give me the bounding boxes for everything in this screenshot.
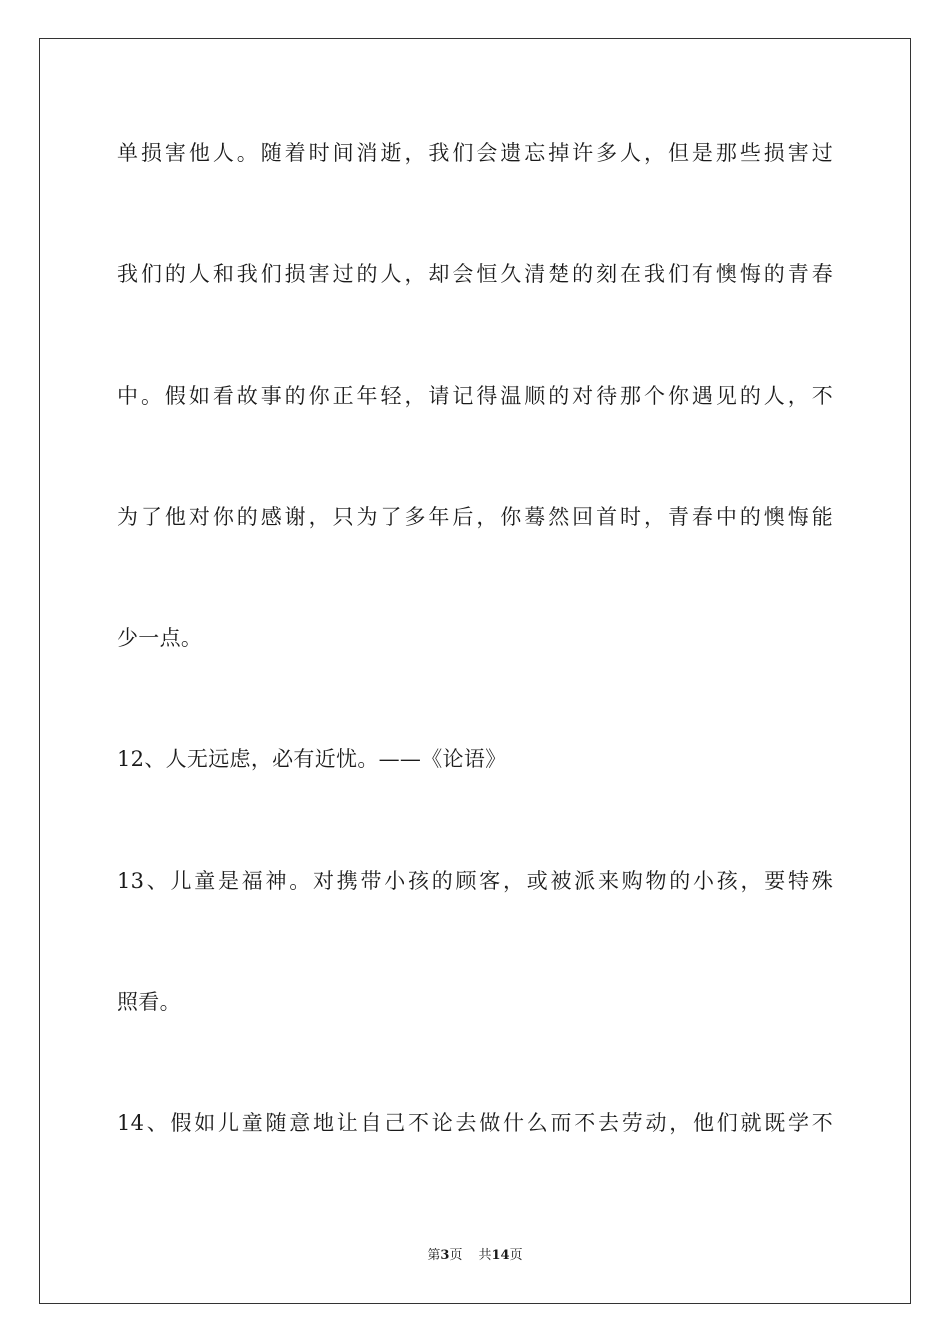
text-line: 中。假如看故事的你正年轻，请记得温顺的对待那个你遇见的人，不 (117, 384, 833, 408)
text-line: 12、人无远虑，必有近忧。——《论语》 (117, 747, 507, 771)
text-line: 14、假如儿童随意地让自己不论去做什么而不去劳动，他们就既学不 (117, 1111, 833, 1135)
text-line: 照看。 (117, 990, 181, 1014)
footer-page-prefix: 第 (427, 1248, 441, 1263)
footer-page-number: 3 (440, 1248, 450, 1263)
footer-page-suffix: 页 (449, 1248, 463, 1263)
text-line: 我们的人和我们损害过的人，却会恒久清楚的刻在我们有懊悔的青春 (117, 262, 833, 286)
text-line: 少一点。 (117, 626, 203, 650)
page-footer (0, 1247, 950, 1265)
footer-total-suffix: 页 (509, 1248, 523, 1263)
text-line: 单损害他人。随着时间消逝，我们会遗忘掉许多人，但是那些损害过 (117, 141, 833, 165)
footer-total-number: 14 (491, 1248, 510, 1263)
footer-total-prefix: 共 (478, 1248, 492, 1263)
text-line: 为了他对你的感谢，只为了多年后，你蓦然回首时，青春中的懊悔能 (117, 505, 833, 529)
text-line: 13、儿童是福神。对携带小孩的顾客，或被派来购物的小孩，要特殊 (117, 869, 833, 893)
